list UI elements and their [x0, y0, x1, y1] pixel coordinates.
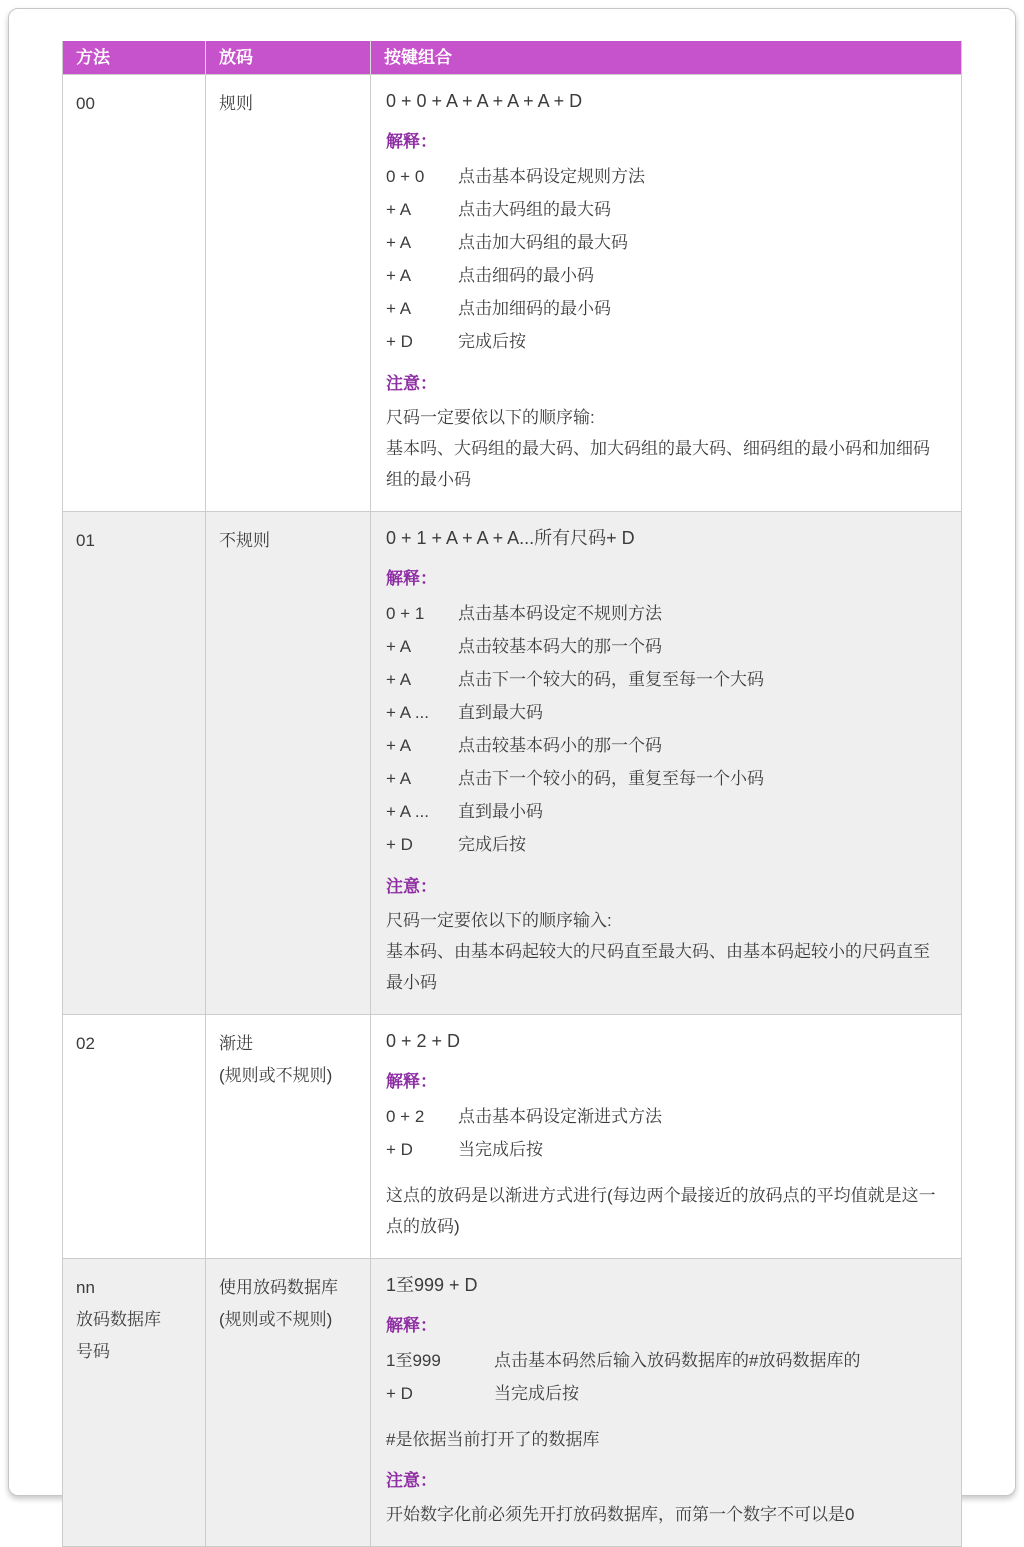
table-row	[63, 511, 961, 1014]
note-label: 注意：	[386, 1471, 437, 1490]
method-cell	[63, 1015, 205, 1258]
explain-label: 解释：	[386, 132, 437, 151]
explain-key: + D	[386, 1384, 413, 1403]
explain-desc: 点击加细码的最小码	[458, 299, 611, 318]
explain-item	[386, 696, 945, 729]
grading-text: (规则或不规则)	[219, 1310, 333, 1329]
explain-label: 解释：	[386, 1316, 437, 1335]
key-combo-text: 1至999 + D	[386, 1275, 478, 1295]
extra-paragraph: 这点的放码是以渐进方式进行(每边两个最接近的放码点的平均值就是这一点的放码)	[386, 1186, 936, 1236]
explain-desc: 点击基本码然后输入放码数据库的#放码数据库的	[494, 1351, 861, 1370]
key-combo-text: 0 + 2 + D	[386, 1031, 461, 1051]
explain-item	[386, 597, 945, 630]
methods-table	[62, 41, 962, 1547]
table-row	[63, 1258, 961, 1546]
keys-cell	[370, 1259, 961, 1546]
explain-item	[386, 325, 945, 358]
explain-label: 解释：	[386, 1072, 437, 1091]
explain-key: + A	[386, 736, 412, 755]
explain-desc: 点击较基本码大的那一个码	[458, 637, 662, 656]
method-text: nn	[76, 1278, 95, 1297]
keys-cell	[370, 1015, 961, 1258]
method-cell	[63, 1259, 205, 1546]
explain-key: 1至999	[386, 1351, 441, 1370]
grading-text: 规则	[219, 94, 253, 113]
explain-desc: 点击加大码组的最大码	[458, 233, 628, 252]
explain-desc: 点击细码的最小码	[458, 266, 594, 285]
method-cell	[63, 75, 205, 511]
explain-key: + D	[386, 332, 413, 351]
explain-desc: 当完成后按	[458, 1140, 543, 1159]
explain-key: + A	[386, 233, 412, 252]
header-cell-keys: 按键组合	[370, 41, 961, 74]
explain-item	[386, 762, 945, 795]
explain-key: 0 + 1	[386, 604, 425, 623]
explain-desc: 点击基本码设定规则方法	[458, 167, 645, 186]
grading-text: 渐进	[219, 1034, 253, 1053]
header-cell-method: 方法	[76, 48, 110, 67]
explain-item	[386, 729, 945, 762]
table-row	[63, 1014, 961, 1258]
explain-key: + A ...	[386, 703, 430, 722]
explain-item	[386, 259, 945, 292]
note-text: 基本码、由基本码起较大的尺码直至最大码、由基本码起较小的尺码直至最小码	[386, 942, 930, 992]
explain-desc: 点击基本码设定渐进式方法	[458, 1107, 662, 1126]
explain-desc: 完成后按	[458, 332, 526, 351]
note-label: 注意：	[386, 877, 437, 896]
table-row	[63, 74, 961, 511]
explain-desc: 点击较基本码小的那一个码	[458, 736, 662, 755]
header-cell-grading: 放码	[205, 41, 370, 74]
explain-item	[386, 292, 945, 325]
explain-item	[386, 1344, 945, 1377]
explain-key: + A	[386, 299, 412, 318]
explain-key: + A	[386, 637, 412, 656]
method-text: 01	[76, 531, 95, 550]
explain-item	[386, 193, 945, 226]
method-text: 号码	[76, 1342, 110, 1361]
explain-desc: 直到最小码	[458, 802, 543, 821]
key-combo-text: 0 + 1 + A + A + A...所有尺码+ D	[386, 528, 635, 548]
method-cell	[63, 512, 205, 1014]
explain-desc: 完成后按	[458, 835, 526, 854]
explain-desc: 点击下一个较大的码，重复至每一个大码	[458, 670, 764, 689]
note-text: 尺码一定要依以下的顺序输入:	[386, 911, 612, 930]
explain-key: + A	[386, 769, 412, 788]
method-text: 02	[76, 1034, 95, 1053]
grading-text: (规则或不规则)	[219, 1066, 333, 1085]
explain-item	[386, 663, 945, 696]
extra-paragraph: #是依据当前打开了的数据库	[386, 1430, 600, 1449]
table-header	[63, 41, 961, 74]
explain-item	[386, 1133, 945, 1166]
grading-text: 不规则	[219, 531, 270, 550]
explain-key: 0 + 2	[386, 1107, 425, 1126]
explain-key: + A ...	[386, 802, 430, 821]
grading-cell	[205, 1015, 370, 1258]
page-card	[8, 8, 1016, 1524]
explain-desc: 当完成后按	[494, 1384, 579, 1403]
note-label: 注意：	[386, 374, 437, 393]
grading-cell	[205, 512, 370, 1014]
explain-desc: 直到最大码	[458, 703, 543, 722]
note-text: 尺码一定要依以下的顺序输:	[386, 408, 595, 427]
keys-cell	[370, 75, 961, 511]
explain-key: 0 + 0	[386, 167, 425, 186]
explain-item	[386, 630, 945, 663]
explain-key: + D	[386, 835, 413, 854]
methods-table-body	[63, 74, 961, 1546]
grading-cell	[205, 1259, 370, 1546]
explain-item	[386, 160, 945, 193]
explain-item	[386, 1377, 945, 1410]
explain-desc: 点击下一个较小的码，重复至每一个小码	[458, 769, 764, 788]
key-combo-text: 0 + 0 + A + A + A + A + D	[386, 91, 583, 111]
explain-key: + A	[386, 266, 412, 285]
explain-label: 解释：	[386, 569, 437, 588]
method-text: 放码数据库	[76, 1310, 161, 1329]
explain-key: + D	[386, 1140, 413, 1159]
explain-item	[386, 226, 945, 259]
explain-key: + A	[386, 670, 412, 689]
explain-desc: 点击基本码设定不规则方法	[458, 604, 662, 623]
explain-desc: 点击大码组的最大码	[458, 200, 611, 219]
grading-text: 使用放码数据库	[219, 1278, 338, 1297]
note-text: 开始数字化前必须先开打放码数据库，而第一个数字不可以是0	[386, 1505, 855, 1524]
explain-item	[386, 1100, 945, 1133]
keys-cell	[370, 512, 961, 1014]
note-text: 基本吗、大码组的最大码、加大码组的最大码、细码组的最小码和加细码组的最小码	[386, 439, 930, 489]
explain-item	[386, 828, 945, 861]
grading-cell	[205, 75, 370, 511]
explain-key: + A	[386, 200, 412, 219]
explain-item	[386, 795, 945, 828]
method-text: 00	[76, 94, 95, 113]
